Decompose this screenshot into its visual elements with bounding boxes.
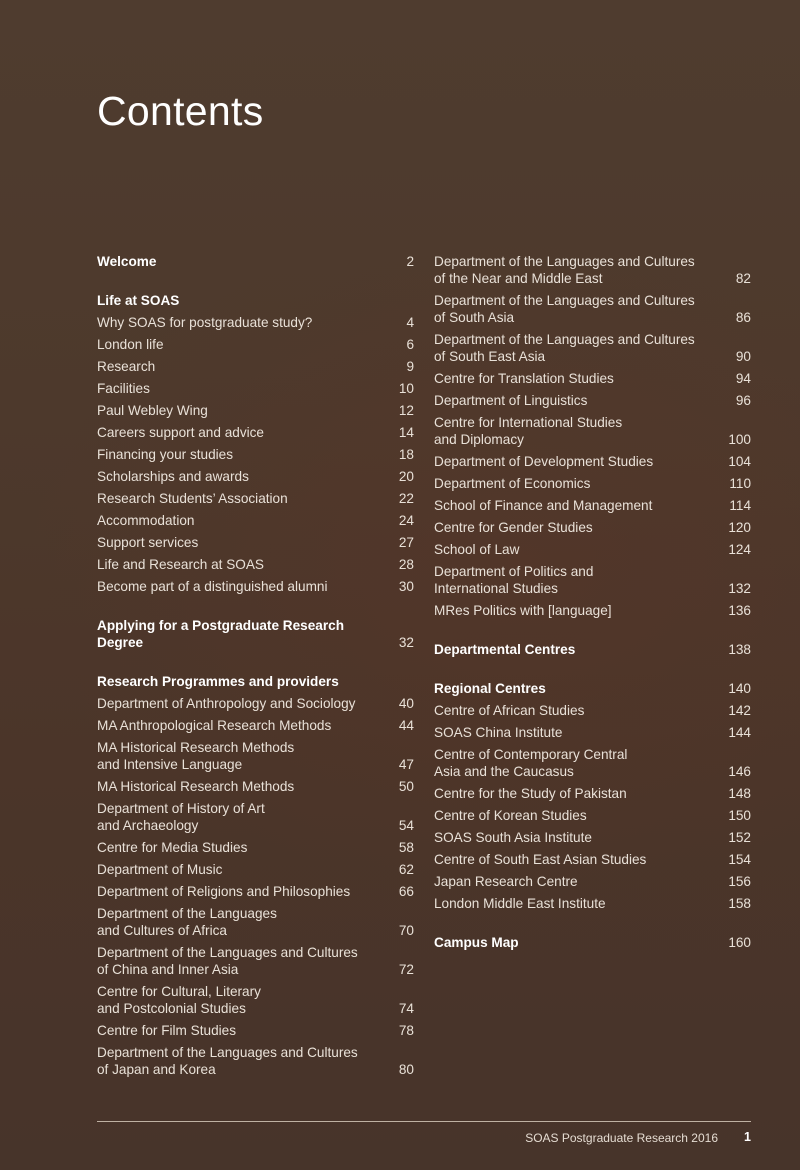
toc-entry[interactable]: [97, 490, 414, 507]
toc-entry-page-number: 6: [406, 337, 414, 352]
toc-entry-label: MA Anthropological Research Methods: [97, 718, 332, 733]
toc-entry-page-number: 160: [728, 935, 751, 950]
toc-entry-label: Centre for Media Studies: [97, 840, 248, 855]
toc-entry-label: Centre of Korean Studies: [434, 808, 587, 823]
toc-entry[interactable]: [434, 873, 751, 890]
toc-entry-label: MRes Politics with [language]: [434, 603, 612, 618]
section-spacer: [97, 600, 414, 617]
toc-entry-label: School of Finance and Management: [434, 498, 653, 513]
toc-entry-page-number: 124: [728, 542, 751, 557]
toc-entry-page-number: 12: [398, 403, 414, 418]
toc-column-left: [97, 253, 414, 1083]
toc-entry-label: Campus Map: [434, 935, 519, 950]
toc-entry[interactable]: [97, 1022, 414, 1039]
toc-entry-label: Department of Linguistics: [434, 393, 588, 408]
section-spacer: [434, 624, 751, 641]
toc-entry-page-number: 54: [398, 818, 414, 833]
toc-entry-page-number: 14: [398, 425, 414, 440]
toc-entry[interactable]: [97, 512, 414, 529]
toc-entry-page-number: 32: [398, 635, 414, 650]
toc-entry-page-number: 62: [398, 862, 414, 877]
toc-entry-page-number: 74: [398, 1001, 414, 1016]
toc-entry-label: Centre of Contemporary Central Asia and the Caucasus: [434, 747, 628, 779]
section-spacer: [434, 663, 751, 680]
toc-entry-label: Regional Centres: [434, 681, 546, 696]
footer-publication-title: SOAS Postgraduate Research 2016: [525, 1131, 718, 1145]
toc-entry[interactable]: [97, 358, 414, 375]
toc-entry-label: Research Programmes and providers: [97, 674, 339, 689]
toc-entry-page-number: 114: [729, 498, 751, 513]
toc-entry[interactable]: [97, 1044, 414, 1078]
toc-entry-page-number: 140: [728, 681, 751, 696]
toc-entry-page-number: 30: [398, 579, 414, 594]
toc-entry-page-number: 104: [728, 454, 751, 469]
toc-entry-page-number: 152: [728, 830, 751, 845]
toc-entry-page-number: 120: [728, 520, 751, 535]
toc-entry[interactable]: [434, 851, 751, 868]
toc-entry[interactable]: [434, 331, 751, 365]
toc-entry-label: Welcome: [97, 254, 157, 269]
toc-entry-page-number: 40: [398, 696, 414, 711]
toc-section-heading[interactable]: [434, 680, 751, 697]
section-spacer: [434, 917, 751, 934]
toc-entry-label: Centre for Film Studies: [97, 1023, 237, 1038]
toc-entry-page-number: 22: [398, 491, 414, 506]
toc-entry[interactable]: [97, 883, 414, 900]
toc-entry-label: London life: [97, 337, 164, 352]
toc-entry-page-number: 94: [735, 371, 751, 386]
toc-entry-page-number: 144: [728, 725, 751, 740]
toc-entry-label: SOAS China Institute: [434, 725, 563, 740]
toc-entry[interactable]: [97, 778, 414, 795]
toc-entry-label: SOAS South Asia Institute: [434, 830, 592, 845]
toc-entry[interactable]: [434, 370, 751, 387]
toc-entry-page-number: 90: [735, 349, 751, 364]
toc-entry[interactable]: [434, 253, 751, 287]
toc-entry[interactable]: [97, 534, 414, 551]
toc-entry-label: Centre of African Studies: [434, 703, 585, 718]
toc-entry-label: MA Historical Research Methods and Intensive Language: [97, 740, 295, 772]
toc-entry-label: Department of History of Art and Archaeology: [97, 801, 265, 833]
toc-entry-page-number: 78: [398, 1023, 414, 1038]
toc-entry-label: Scholarships and awards: [97, 469, 249, 484]
toc-section-heading[interactable]: [97, 673, 414, 690]
toc-entry-page-number: 70: [398, 923, 414, 938]
toc-entry-label: Department of Development Studies: [434, 454, 654, 469]
toc-entry[interactable]: [97, 905, 414, 939]
toc-entry-label: Life and Research at SOAS: [97, 557, 264, 572]
toc-section-heading[interactable]: [97, 292, 414, 309]
toc-entry-page-number: 44: [398, 718, 414, 733]
toc-entry-page-number: 28: [398, 557, 414, 572]
toc-entry-label: Centre for International Studies and Diplomacy: [434, 415, 623, 447]
toc-entry[interactable]: [434, 724, 751, 741]
toc-entry-label: Department of Anthropology and Sociology: [97, 696, 356, 711]
toc-entry-label: Department of the Languages and Cultures of the Near and Middle East: [434, 254, 695, 286]
toc-entry[interactable]: [97, 336, 414, 353]
toc-entry[interactable]: [97, 402, 414, 419]
toc-entry-label: Departmental Centres: [434, 642, 576, 657]
toc-entry[interactable]: [434, 292, 751, 326]
toc-entry[interactable]: [434, 519, 751, 536]
section-spacer: [97, 275, 414, 292]
toc-entry[interactable]: [434, 602, 751, 619]
toc-section-heading[interactable]: [97, 253, 414, 270]
toc-entry-label: Paul Webley Wing: [97, 403, 208, 418]
toc-entry-label: Centre for the Study of Pakistan: [434, 786, 627, 801]
toc-entry-page-number: 72: [398, 962, 414, 977]
toc-entry-page-number: 136: [728, 603, 751, 618]
toc-entry-page-number: 27: [398, 535, 414, 550]
toc-entry-label: Accommodation: [97, 513, 195, 528]
toc-entry-label: Why SOAS for postgraduate study?: [97, 315, 313, 330]
toc-entry-label: Department of the Languages and Cultures of Africa: [97, 906, 277, 938]
toc-entry-page-number: 100: [728, 432, 751, 447]
toc-entry[interactable]: [97, 800, 414, 834]
toc-entry-page-number: 24: [398, 513, 414, 528]
footer-page-number: 1: [744, 1130, 751, 1144]
toc-entry-page-number: 66: [398, 884, 414, 899]
toc-entry-page-number: 9: [406, 359, 414, 374]
toc-entry-page-number: 110: [729, 476, 751, 491]
toc-entry[interactable]: [434, 475, 751, 492]
toc-entry[interactable]: [434, 414, 751, 448]
toc-entry-page-number: 138: [728, 642, 751, 657]
toc-entry-label: Research Students’ Association: [97, 491, 288, 506]
toc-entry-page-number: 47: [398, 757, 414, 772]
toc-entry-label: Become part of a distinguished alumni: [97, 579, 328, 594]
toc-entry-page-number: 50: [398, 779, 414, 794]
toc-entry-page-number: 142: [728, 703, 751, 718]
toc-entry[interactable]: [97, 861, 414, 878]
toc-entry-page-number: 132: [728, 581, 751, 596]
toc-entry-label: Facilities: [97, 381, 150, 396]
toc-entry-label: Department of the Languages and Cultures of South East Asia: [434, 332, 695, 364]
toc-entry-label: Centre for Cultural, Literary and Postcolonial Studies: [97, 984, 261, 1016]
toc-entry-label: Department of the Languages and Cultures of China and Inner Asia: [97, 945, 358, 977]
toc-entry-label: Department of Economics: [434, 476, 591, 491]
toc-entry[interactable]: [97, 944, 414, 978]
toc-section-heading[interactable]: [434, 641, 751, 658]
toc-section-heading[interactable]: [97, 617, 414, 651]
toc-entry-label: Department of Religions and Philosophies: [97, 884, 351, 899]
toc-entry-label: MA Historical Research Methods: [97, 779, 295, 794]
toc-entry[interactable]: [97, 446, 414, 463]
toc-entry[interactable]: [434, 829, 751, 846]
toc-entry-label: School of Law: [434, 542, 520, 557]
toc-entry-label: Department of Music: [97, 862, 223, 877]
toc-entry-page-number: 148: [728, 786, 751, 801]
toc-entry[interactable]: [434, 541, 751, 558]
toc-entry-page-number: 58: [398, 840, 414, 855]
toc-entry-page-number: 10: [398, 381, 414, 396]
footer-divider: [97, 1121, 751, 1122]
toc-entry-page-number: 154: [728, 852, 751, 867]
toc-entry-label: Research: [97, 359, 156, 374]
toc-entry-page-number: 20: [398, 469, 414, 484]
toc-column-right: [434, 253, 751, 956]
toc-entry-label: Japan Research Centre: [434, 874, 578, 889]
toc-entry[interactable]: [434, 895, 751, 912]
toc-entry-label: Support services: [97, 535, 199, 550]
toc-entry[interactable]: [97, 695, 414, 712]
toc-entry[interactable]: [434, 453, 751, 470]
toc-entry[interactable]: [434, 785, 751, 802]
toc-entry-label: Centre of South East Asian Studies: [434, 852, 647, 867]
toc-entry-page-number: 86: [735, 310, 751, 325]
toc-entry[interactable]: [97, 468, 414, 485]
toc-section-heading[interactable]: [434, 934, 751, 951]
toc-entry-page-number: 2: [406, 254, 414, 269]
toc-entry-label: Careers support and advice: [97, 425, 264, 440]
toc-entry-label: Life at SOAS: [97, 293, 180, 308]
toc-entry-label: London Middle East Institute: [434, 896, 606, 911]
toc-entry-page-number: 146: [728, 764, 751, 779]
toc-entry-page-number: 150: [728, 808, 751, 823]
toc-entry-label: Centre for Gender Studies: [434, 520, 593, 535]
toc-entry[interactable]: [97, 578, 414, 595]
toc-entry[interactable]: [97, 556, 414, 573]
toc-entry[interactable]: [434, 746, 751, 780]
toc-entry-page-number: 158: [728, 896, 751, 911]
toc-entry-label: Department of the Languages and Cultures of Japan and Korea: [97, 1045, 358, 1077]
toc-entry-page-number: 82: [735, 271, 751, 286]
toc-entry-page-number: 96: [735, 393, 751, 408]
section-spacer: [97, 656, 414, 673]
toc-entry[interactable]: [434, 807, 751, 824]
toc-entry[interactable]: [97, 314, 414, 331]
toc-entry[interactable]: [434, 702, 751, 719]
toc-entry[interactable]: [97, 839, 414, 856]
toc-entry[interactable]: [434, 392, 751, 409]
toc-entry[interactable]: [97, 739, 414, 773]
toc-entry[interactable]: [97, 983, 414, 1017]
toc-entry[interactable]: [434, 563, 751, 597]
toc-entry-page-number: 18: [398, 447, 414, 462]
toc-entry[interactable]: [97, 380, 414, 397]
toc-entry-label: Department of Politics and International Studies: [434, 564, 594, 596]
toc-entry-page-number: 4: [406, 315, 414, 330]
toc-entry-label: Centre for Translation Studies: [434, 371, 614, 386]
page-title: Contents: [97, 88, 264, 134]
toc-entry[interactable]: [97, 424, 414, 441]
toc-entry[interactable]: [434, 497, 751, 514]
toc-entry-label: Financing your studies: [97, 447, 234, 462]
toc-entry-label: Applying for a Postgraduate Research Degree: [97, 618, 345, 650]
toc-entry-page-number: 80: [398, 1062, 414, 1077]
toc-entry-page-number: 156: [728, 874, 751, 889]
toc-entry-label: Department of the Languages and Cultures of South Asia: [434, 293, 695, 325]
toc-entry[interactable]: [97, 717, 414, 734]
